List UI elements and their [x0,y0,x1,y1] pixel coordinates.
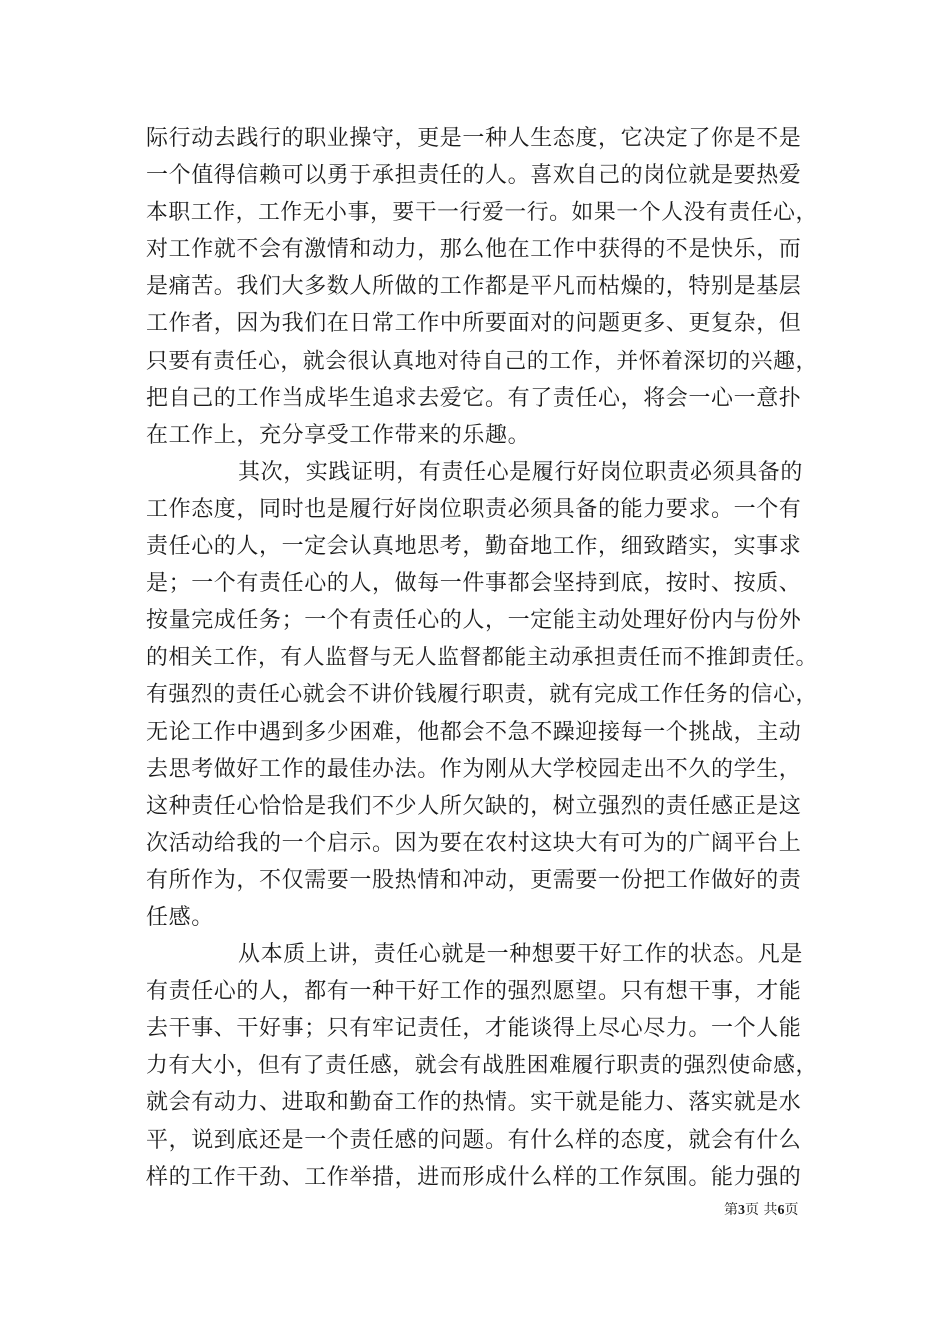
text-line: 去思考做好工作的最佳办法。作为刚从大学校园走出不久的学生， [146,756,802,782]
text-line: 任感。 [146,904,214,930]
text-line: 一个值得信赖可以勇于承担责任的人。喜欢自己的岗位就是要热爱 [146,163,802,189]
text-line: 有所作为，不仅需要一股热情和冲动，更需要一份把工作做好的责 [146,867,802,893]
text-line: 这种责任心恰恰是我们不少人所欠缺的，树立强烈的责任感正是这 [146,793,802,819]
footer-current-page: 3 [738,1203,745,1218]
text-line: 本职工作，工作无小事，要干一行爱一行。如果一个人没有责任心， [146,200,818,226]
text-line: 工作者，因为我们在日常工作中所要面对的问题更多、更复杂，但 [146,311,802,337]
footer-total-pages: 6 [777,1203,785,1218]
text-line: 对工作就不会有激情和动力，那么他在工作中获得的不是快乐，而 [146,237,802,263]
paragraph-first-line: 其次，实践证明，有责任心是履行好岗位职责必须具备的 [238,459,804,485]
text-line: 把自己的工作当成毕生追求去爱它。有了责任心，将会一心一意扑 [146,385,802,411]
text-line: 只要有责任心，就会很认真地对待自己的工作，并怀着深切的兴趣， [146,348,818,374]
text-line: 的相关工作，有人监督与无人监督都能主动承担责任而不推卸责任。 [146,645,818,671]
text-line: 是痛苦。我们大多数人所做的工作都是平凡而枯燥的，特别是基层 [146,274,802,300]
text-line: 样的工作干劲、工作举措，进而形成什么样的工作氛围。能力强的 [146,1164,802,1190]
text-line: 有责任心的人，都有一种干好工作的强烈愿望。只有想干事，才能 [146,979,802,1005]
text-line: 次活动给我的一个启示。因为要在农村这块大有可为的广阔平台上 [146,830,802,856]
page-number-footer [724,1200,798,1221]
footer-prefix: 第 [724,1202,738,1218]
text-line: 就会有动力、进取和勤奋工作的热情。实干就是能力、落实就是水 [146,1090,802,1116]
text-line: 际行动去践行的职业操守，更是一种人生态度，它决定了你是不是 [146,126,802,151]
text-line: 工作态度，同时也是履行好岗位职责必须具备的能力要求。一个有 [146,496,802,522]
text-line: 在工作上，充分享受工作带来的乐趣。 [146,422,531,448]
text-line: 平，说到底还是一个责任感的问题。有什么样的态度，就会有什么 [146,1127,802,1153]
text-line: 按量完成任务；一个有责任心的人，一定能主动处理好份内与份外 [146,608,802,634]
footer-middle: 页 共 [745,1202,778,1218]
text-line: 去干事、干好事；只有牢记责任，才能谈得上尽心尽力。一个人能 [146,1016,802,1042]
paragraph-first-line: 从本质上讲，责任心就是一种想要干好工作的状态。凡是 [238,942,804,968]
document-body [146,120,818,1196]
footer-suffix: 页 [784,1202,799,1218]
text-line: 无论工作中遇到多少困难，他都会不急不躁迎接每一个挑战，主动 [146,719,802,745]
text-line: 是；一个有责任心的人，做每一件事都会坚持到底，按时、按质、 [146,571,802,597]
text-line: 力有大小，但有了责任感，就会有战胜困难履行职责的强烈使命感， [146,1053,818,1079]
text-line: 有强烈的责任心就会不讲价钱履行职责，就有完成工作任务的信心， [146,682,818,708]
text-line: 责任心的人，一定会认真地思考，勤奋地工作，细致踏实，实事求 [146,534,802,560]
